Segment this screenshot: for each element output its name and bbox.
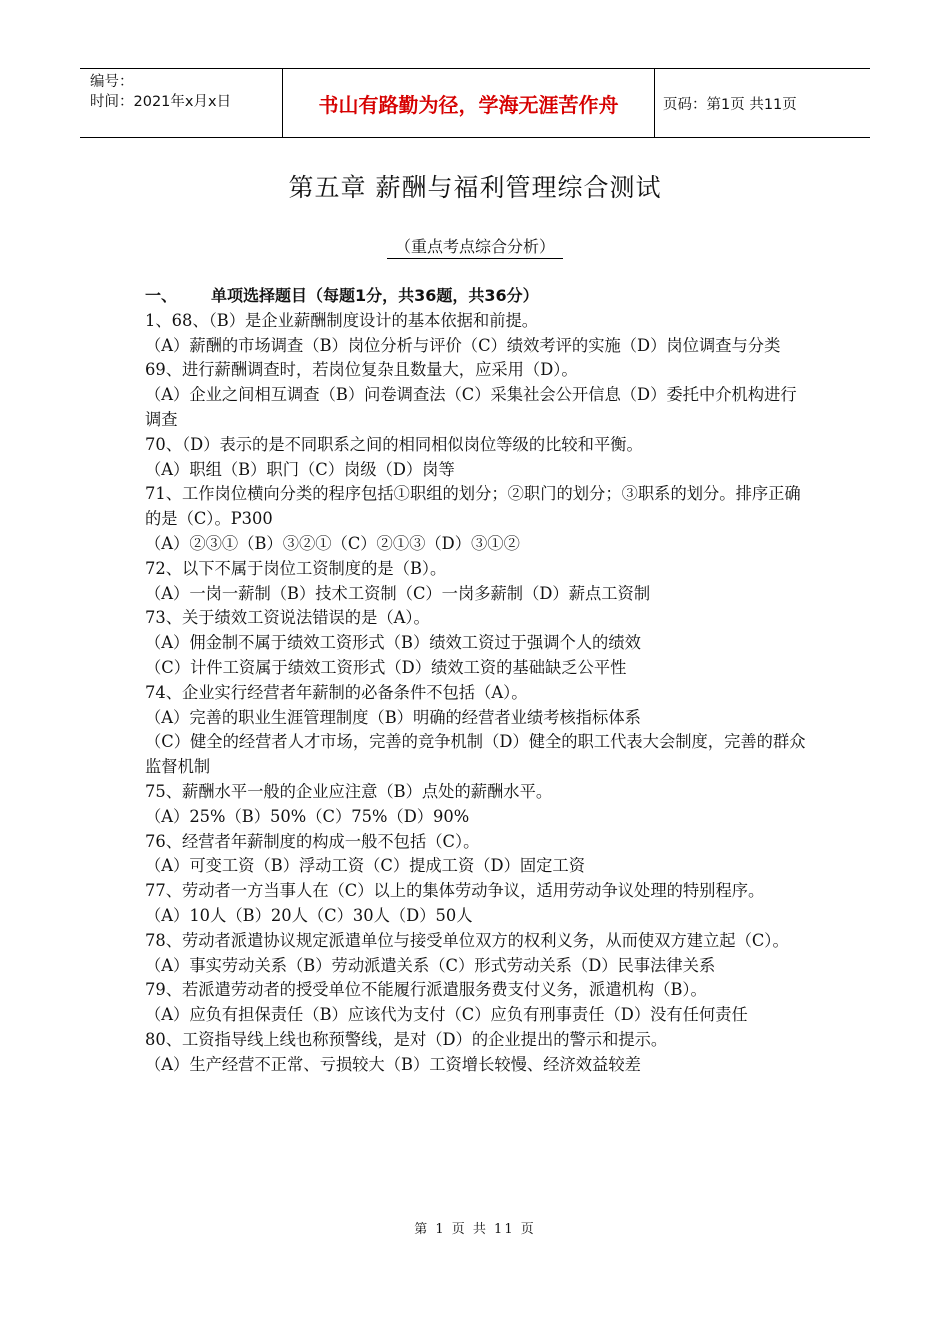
number-label: 编号： [90,74,134,90]
text-line: 79、若派遣劳动者的授受单位不能履行派遣服务费支付义务，派遣机构（B）。 [145,980,707,1000]
text-line: 74、企业实行经营者年薪制的必备条件不包括（A）。 [145,682,528,702]
section-title: 单项选择题目（每题1分，共36题，共36分） [211,286,539,305]
header-info [80,69,283,137]
text-line: 73、关于绩效工资说法错误的是（A）。 [145,608,430,628]
header-table [80,68,870,138]
text-line: 72、以下不属于岗位工资制度的是（B）。 [145,558,447,578]
text-line: （C）计件工资属于绩效工资形式（D）绩效工资的基础缺乏公平性 [145,657,627,677]
text-line: 78、劳动者派遣协议规定派遣单位与接受单位双方的权利义务，从而使双方建立起（C）。 [145,930,789,950]
text-line: （A）生产经营不正常、亏损较大（B）工资增长较慢、经济效益较差 [145,1054,641,1074]
page-footer: 第 1 页 共 11 页 [414,1222,536,1237]
time-label: 时间：2021年x月x日 [90,94,232,110]
text-line: （A）薪酬的市场调查（B）岗位分析与评价（C）绩效考评的实施（D）岗位调查与分类 [145,335,781,355]
text-line: 1、68、（B）是企业薪酬制度设计的基本依据和前提。 [145,310,539,330]
text-line: （A）应负有担保责任（B）应该代为支付（C）应负有刑事责任（D）没有任何责任 [145,1005,748,1025]
text-line: （A）事实劳动关系（B）劳动派遣关系（C）形式劳动关系（D）民事法律关系 [145,955,716,975]
text-line: 70、（D）表示的是不同职系之间的相同相似岗位等级的比较和平衡。 [145,434,643,454]
text-line: 71、工作岗位横向分类的程序包括①职组的划分；②职门的划分；③职系的划分。排序正确的是（C）。P300 [145,484,801,529]
text-line: 69、进行薪酬调查时，若岗位复杂且数量大，应采用（D）。 [145,360,578,380]
text-line: （A）10人（B）20人（C）30人（D）50人 [145,905,473,925]
document-title: 第五章 薪酬与福利管理综合测试 [288,173,662,202]
motto: 书山有路勤为径，学海无涯苦作舟 [283,69,655,137]
document-subtitle: （重点考点综合分析） [387,237,563,259]
text-line: 77、劳动者一方当事人在（C）以上的集体劳动争议，适用劳动争议处理的特别程序。 [145,881,765,901]
text-line: （A）职组（B）职门（C）岗级（D）岗等 [145,459,455,479]
text-line: （C）健全的经营者人才市场，完善的竞争机制（D）健全的职工代表大会制度，完善的群众监督机制 [145,732,806,777]
text-line: 76、经营者年薪制度的构成一般不包括（C）。 [145,831,480,851]
text-line: （A）一岗一薪制（B）技术工资制（C）一岗多薪制（D）薪点工资制 [145,583,651,603]
document-subtitle-wrap [0,234,950,257]
page-code: 页码：第1页 共11页 [663,96,797,113]
document-body [145,284,810,1078]
text-line: 80、工资指导线上线也称预警线，是对（D）的企业提出的警示和提示。 [145,1029,668,1049]
text-line: （A）②③①（B）③②①（C）②①③（D）③①② [145,533,520,553]
text-line: （A）25%（B）50%（C）75%（D）90% [145,806,470,826]
text-line: 75、薪酬水平一般的企业应注意（B）点处的薪酬水平。 [145,781,553,801]
section-number: 一、 [145,286,178,305]
text-line: （A）佣金制不属于绩效工资形式（B）绩效工资过于强调个人的绩效 [145,633,641,653]
text-line: （A）可变工资（B）浮动工资（C）提成工资（D）固定工资 [145,856,585,876]
text-line: （A）完善的职业生涯管理制度（B）明确的经营者业绩考核指标体系 [145,707,641,727]
section-heading [145,284,810,309]
text-line: （A）企业之间相互调查（B）问卷调查法（C）采集社会公开信息（D）委托中介机构进行调查 [145,385,797,429]
